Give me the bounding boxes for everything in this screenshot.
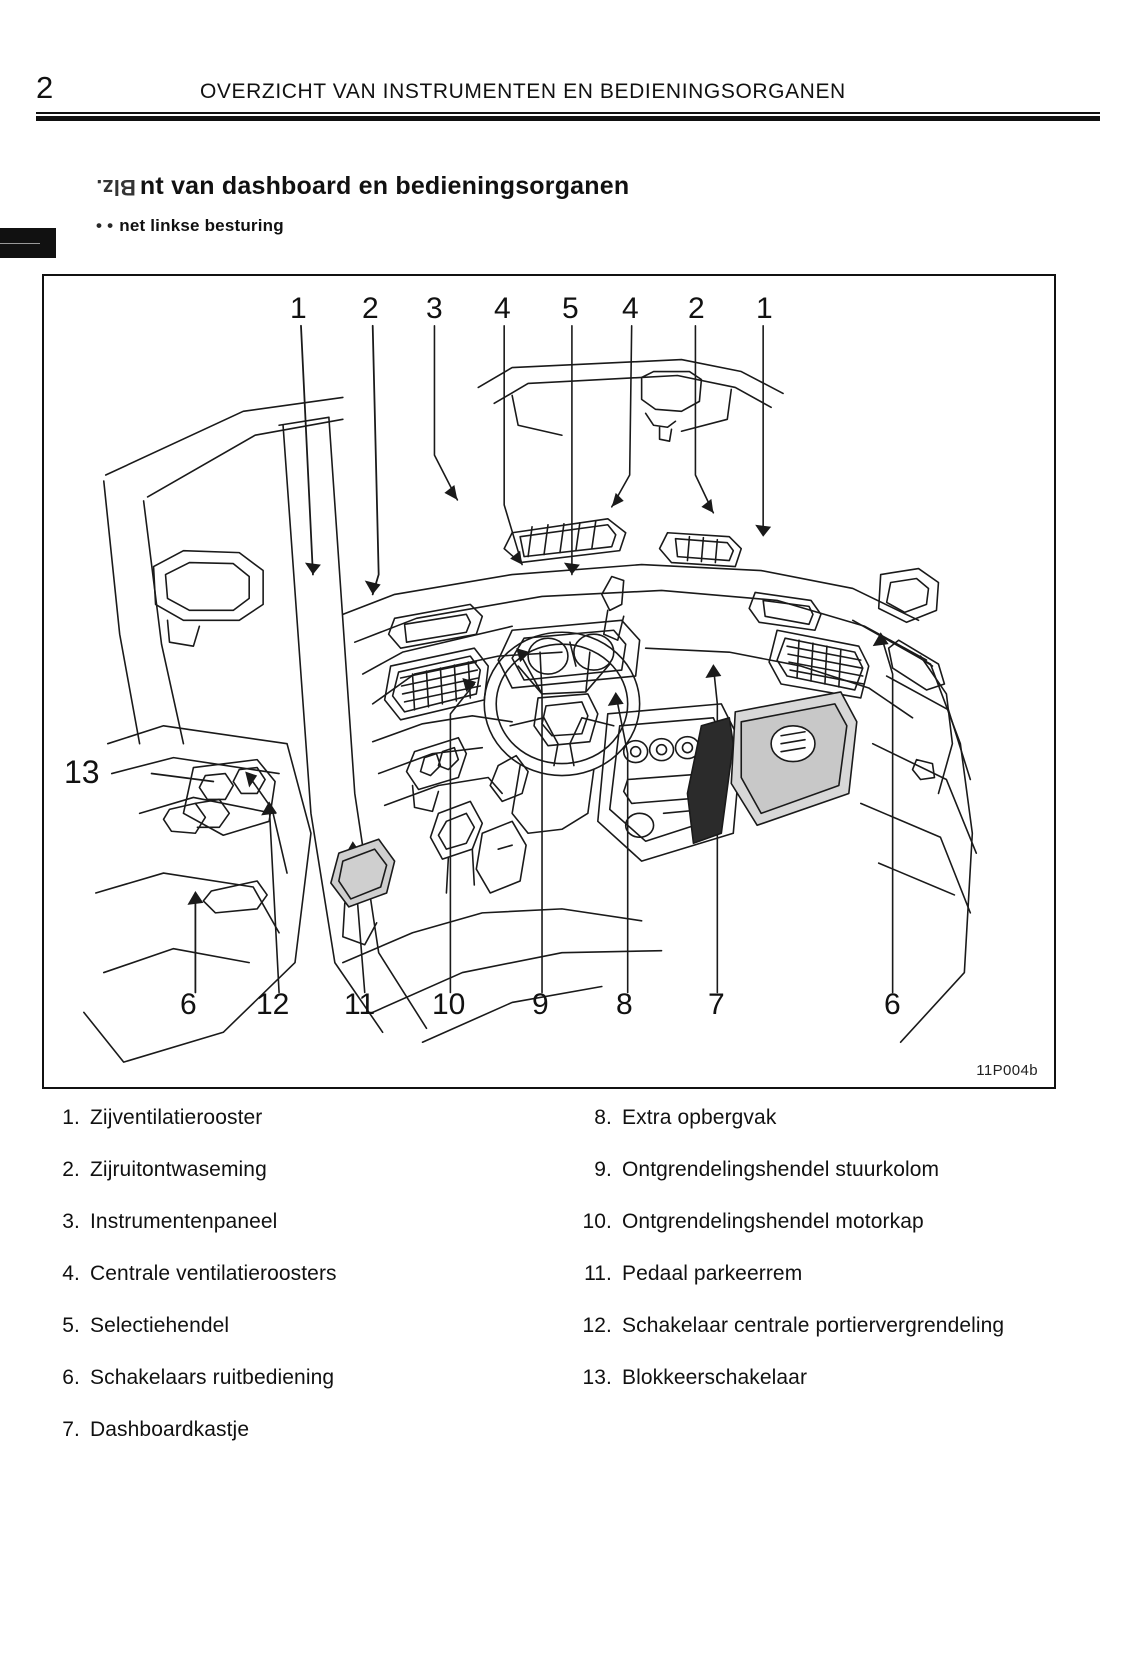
header-rule-thin: [36, 112, 1100, 114]
subtitle-marker: • •: [96, 216, 114, 235]
legend-label: Ontgrendelingshendel stuurkolom: [622, 1158, 940, 1181]
header-rule: [36, 116, 1100, 121]
list-item: [566, 1105, 1066, 1131]
legend-number: 10.: [582, 1210, 612, 1233]
section-title-text: nt van dashboard en bedieningsorganen: [139, 172, 630, 200]
dashboard-figure: [42, 274, 1056, 1089]
section-title-faded-prefix: Blz.: [96, 175, 136, 200]
figure-callout-5-top: 5: [562, 292, 579, 325]
list-item: [566, 1209, 1066, 1235]
legend-label: Extra opbergvak: [622, 1106, 777, 1129]
legend-number: 3.: [62, 1210, 80, 1233]
figure-callout-8: 8: [616, 988, 633, 1021]
dashboard-illustration: [44, 276, 1054, 1087]
list-item: [46, 1365, 526, 1391]
legend-number: 7.: [62, 1418, 80, 1441]
figure-callout-2-top: 2: [362, 292, 379, 325]
list-item: [566, 1365, 1066, 1391]
legend-label: Zijruitontwaseming: [90, 1158, 267, 1181]
page-header: [0, 34, 1142, 105]
list-item: [46, 1157, 526, 1183]
list-item: [46, 1209, 526, 1235]
figure-callout-6-bottom-left: 6: [180, 988, 197, 1021]
figure-callout-3-top: 3: [426, 292, 443, 325]
legend-label: Blokkeerschakelaar: [622, 1366, 808, 1389]
legend-column-left: [46, 1105, 526, 1469]
legend-number: 11.: [584, 1262, 612, 1285]
legend-column-right: [566, 1105, 1066, 1417]
legend-label: Selectiehendel: [90, 1314, 230, 1337]
figure-callout-11: 11: [344, 988, 376, 1021]
legend-number: 4.: [62, 1262, 80, 1285]
figure-callout-12: 12: [256, 988, 290, 1021]
legend-label: Centrale ventilatieroosters: [90, 1262, 337, 1285]
legend-label: Pedaal parkeerrem: [622, 1262, 803, 1285]
legend-label: Schakelaar centrale portiervergrendeling: [622, 1314, 1005, 1337]
list-item: [46, 1313, 526, 1339]
figure-callout-4-top-left: 4: [494, 292, 511, 325]
edge-tab-line: [0, 243, 40, 244]
legend-number: 2.: [62, 1158, 80, 1181]
figure-code: 11P004b: [976, 1062, 1038, 1079]
figure-callout-4-top-right: 4: [622, 292, 639, 325]
list-item: [46, 1261, 526, 1287]
figure-callout-1-top: 1: [290, 292, 307, 325]
legend-number: 1.: [62, 1106, 80, 1129]
legend-label: Instrumentenpaneel: [90, 1210, 278, 1233]
list-item: [46, 1105, 526, 1131]
list-item: [566, 1157, 1066, 1183]
legend-number: 13.: [582, 1366, 612, 1389]
section-subtitle-text: net linkse besturing: [119, 216, 284, 235]
list-item: [566, 1261, 1066, 1287]
legend-number: 8.: [594, 1106, 612, 1129]
list-item: [46, 1417, 526, 1443]
legend-label: Zijventilatierooster: [90, 1106, 263, 1129]
section-subtitle: [96, 216, 284, 236]
legend-label: Ontgrendelingshendel motorkap: [622, 1210, 924, 1233]
page-number: 2: [36, 70, 54, 105]
page-title: OVERZICHT VAN INSTRUMENTEN EN BEDIENINGSORGANEN: [200, 80, 846, 103]
figure-callout-6-bottom-right: 6: [884, 988, 901, 1021]
figure-callout-10: 10: [432, 988, 466, 1021]
section-title: [96, 172, 629, 201]
legend-number: 12.: [582, 1314, 612, 1337]
legend-number: 5.: [62, 1314, 80, 1337]
legend: [46, 1105, 1066, 1441]
figure-callout-1-top-right: 1: [756, 292, 773, 325]
figure-callout-2-top-right: 2: [688, 292, 705, 325]
legend-label: Schakelaars ruitbediening: [90, 1366, 335, 1389]
list-item: [566, 1313, 1066, 1339]
figure-callout-7: 7: [708, 988, 725, 1021]
legend-number: 6.: [62, 1366, 80, 1389]
legend-label: Dashboardkastje: [90, 1418, 250, 1441]
legend-number: 9.: [594, 1158, 612, 1181]
figure-callout-13: 13: [64, 754, 100, 790]
figure-callout-9: 9: [532, 988, 549, 1021]
